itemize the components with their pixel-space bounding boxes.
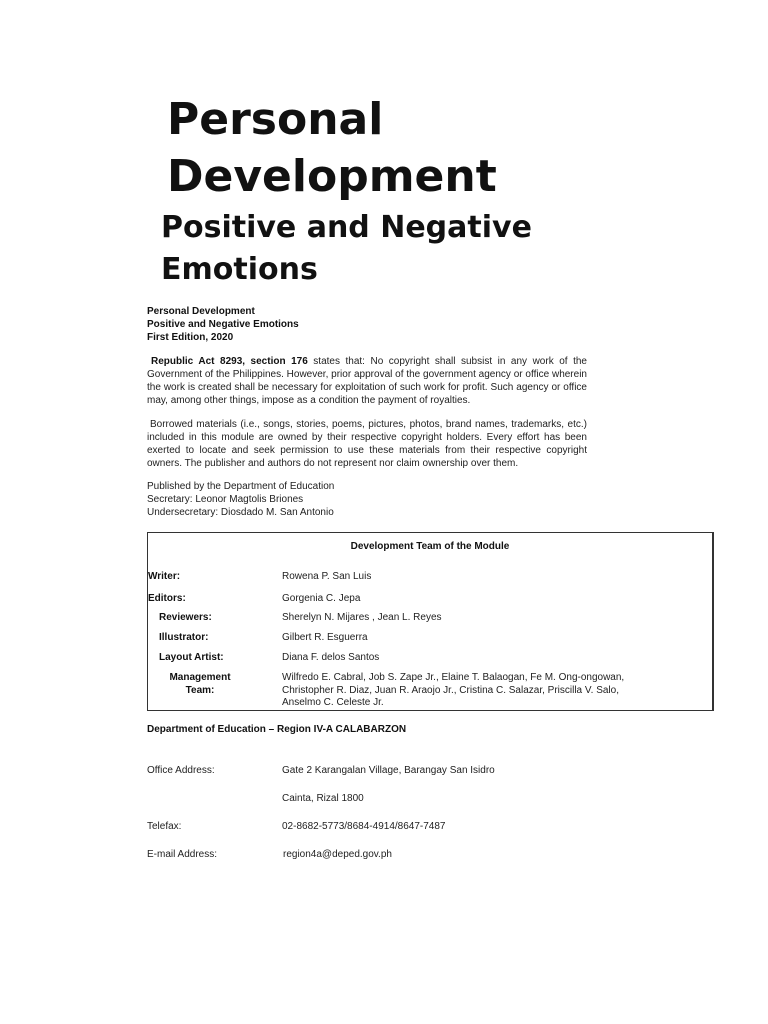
- management-line-2: Christopher R. Diaz, Juan R. Araojo Jr., Cristina C. Salazar, Priscilla V. Salo,: [282, 684, 619, 696]
- management-label: [160, 672, 240, 697]
- telefax-label: Telefax:: [147, 821, 182, 832]
- office-address-line-1: Gate 2 Karangalan Village, Barangay San Isidro: [282, 765, 495, 776]
- copyright-law: Republic Act 8293, section 176: [151, 356, 308, 367]
- writer-label: Writer:: [148, 571, 181, 582]
- borrowed-materials-paragraph: Borrowed materials (i.e., songs, stories, poems, pictures, photos, brand names, trademarks, etc.) included in this module are owned by their respective copyright holders. Every effort has been exerted to locate and seek permission to use these materials from their respective copyright owners. The publisher and authors do not represent nor claim ownership over them.: [147, 419, 587, 469]
- illustrator-label: Illustrator:: [159, 632, 209, 643]
- management-value: [282, 672, 624, 710]
- team-heading: Development Team of the Module: [350, 541, 510, 552]
- office-address-label: Office Address:: [147, 765, 215, 776]
- management-line-3: Anselmo C. Celeste Jr.: [282, 697, 384, 708]
- editors-label: Editors:: [148, 593, 186, 604]
- publisher: Published by the Department of Education: [147, 481, 335, 492]
- reviewers-value: Sherelyn N. Mijares , Jean L. Reyes: [282, 612, 442, 623]
- copyright-paragraph: [147, 355, 587, 407]
- layout-artist-value: Diana F. delos Santos: [282, 652, 380, 663]
- title-line-1: Personal: [167, 94, 384, 145]
- secretary: Secretary: Leonor Magtolis Briones: [147, 494, 304, 505]
- editors-value: Gorgenia C. Jepa: [282, 593, 361, 604]
- writer-value: Rowena P. San Luis: [282, 571, 372, 582]
- reviewers-label: Reviewers:: [159, 612, 212, 623]
- colophon-subtitle: Positive and Negative Emotions: [147, 319, 299, 330]
- title-line-2: Development: [167, 151, 497, 202]
- copyright-text: states that: No copyright shall subsist in any work of the Government of the Philippines. However, prior approval of the government agency or office wherein the work is created shall be necessary for exploitation of such work for profit. Such agency or office may, among other things, impose as a condition the payment of royalties.: [147, 356, 587, 406]
- management-label-line-2: Team:: [185, 684, 215, 696]
- illustrator-value: Gilbert R. Esguerra: [282, 632, 368, 643]
- office-address-line-2: Cainta, Rizal 1800: [282, 793, 364, 804]
- telefax-value: 02-8682-5773/8684-4914/8647-7487: [282, 821, 446, 832]
- email-value: region4a@deped.gov.ph: [283, 849, 392, 860]
- region-heading: Department of Education – Region IV-A CALABARZON: [147, 724, 407, 735]
- undersecretary: Undersecretary: Diosdado M. San Antonio: [147, 507, 334, 518]
- management-line-1: Wilfredo E. Cabral, Job S. Zape Jr., Elaine T. Balaogan, Fe M. Ong-ongowan,: [282, 672, 625, 683]
- subtitle-line-2: Emotions: [161, 252, 318, 287]
- management-label-line-1: Management: [169, 672, 231, 683]
- colophon-edition: First Edition, 2020: [147, 332, 234, 343]
- colophon-title: Personal Development: [147, 306, 255, 317]
- subtitle-line-1: Positive and Negative: [161, 210, 532, 245]
- email-label: E-mail Address:: [147, 849, 218, 860]
- layout-artist-label: Layout Artist:: [159, 652, 224, 663]
